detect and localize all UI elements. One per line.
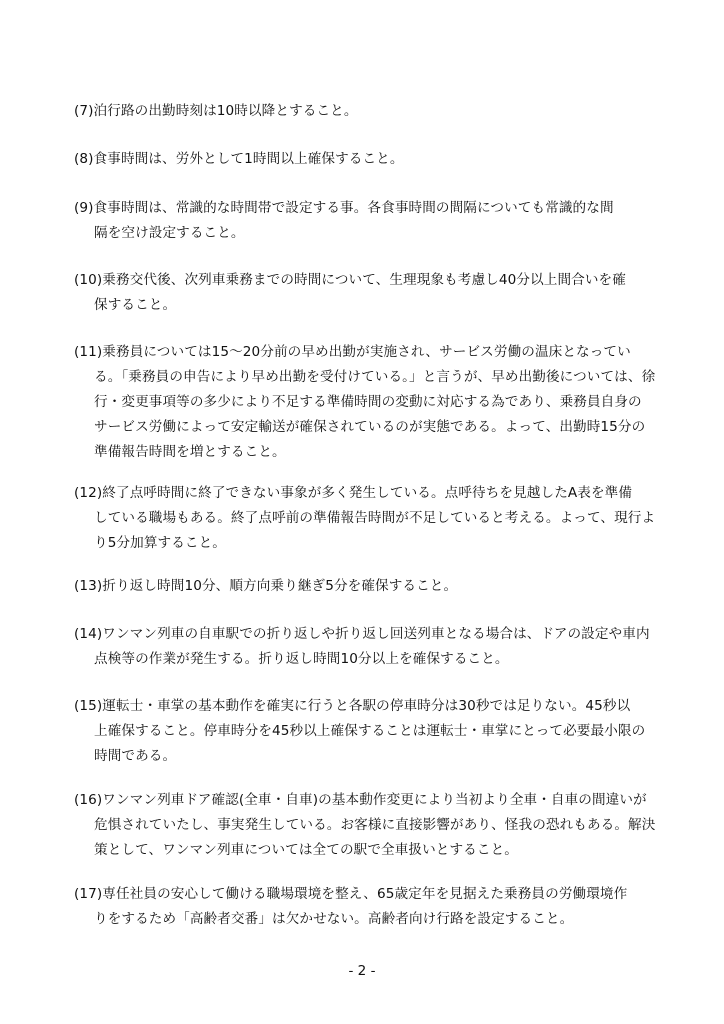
item-line: 危惧されていたし、事実発生している。お客様に直接影響があり、怪我の恐れもある。解決: [94, 817, 656, 833]
item-line: 保すること。: [94, 297, 177, 313]
item-line: (15)運転士・車掌の基本動作を確実に行うと各駅の停車時分は30秒では足りない。45秒以: [74, 698, 631, 714]
item-line: (14)ワンマン列車の自車駅での折り返しや折り返し回送列車となる場合は、ドアの設定や車内: [74, 626, 650, 642]
item-line: 時間である。: [94, 748, 177, 764]
item-line: 準備報告時間を増とすること。: [94, 444, 286, 460]
list-item-12: [74, 481, 664, 556]
list-item-15: [74, 694, 664, 769]
item-line: サービス労働によって安定輸送が確保されているのが実態である。よって、出勤時15分の: [94, 419, 646, 435]
item-line: (17)専任社員の安心して働ける職場環境を整え、65歳定年を見据えた乗務員の労働環境作: [74, 886, 628, 902]
item-line: している職場もある。終了点呼前の準備報告時間が不足していると考える。よって、現行よ: [94, 510, 656, 526]
list-item-17: [74, 882, 664, 932]
item-line: る。「乗務員の申告により早め出勤を受付けている。」と言うが、早め出勤後については、徐: [94, 369, 656, 385]
list-item-8: [74, 147, 664, 172]
item-line: 点検等の作業が発生する。折り返し時間10分以上を確保すること。: [94, 651, 509, 667]
item-line: (9)食事時間は、常識的な時間帯で設定する事。各食事時間の間隔についても常識的な間: [74, 200, 614, 216]
item-line: (16)ワンマン列車ドア確認(全車・自車)の基本動作変更により当初より全車・自車の間違いが: [74, 792, 647, 808]
list-item-7: [74, 99, 664, 124]
list-item-9: [74, 196, 664, 246]
item-line: 上確保すること。停車時分を45秒以上確保することは運転士・車掌にとって必要最小限の: [94, 723, 646, 739]
item-line: (11)乗務員については15～20分前の早め出勤が実施され、サービス労働の温床となってい: [74, 344, 631, 360]
list-item-14: [74, 622, 664, 672]
list-item-10: [74, 268, 664, 318]
item-line: り5分加算すること。: [94, 535, 226, 551]
list-item-11: [74, 340, 664, 465]
item-line: (12)終了点呼時間に終了できない事象が多く発生している。点呼待ちを見越したA表を準備: [74, 485, 633, 501]
list-item-16: [74, 788, 664, 863]
item-line: (10)乗務交代後、次列車乗務までの時間について、生理現象も考慮し40分以上間合いを確: [74, 272, 626, 288]
item-line: 策として、ワンマン列車については全ての駅で全車扱いとすること。: [94, 842, 518, 858]
item-line: (13)折り返し時間10分、順方向乗り継ぎ5分を確保すること。: [74, 578, 458, 594]
page-number: - 2 -: [348, 963, 376, 979]
item-line: (7)泊行路の出勤時刻は10時以降とすること。: [74, 103, 358, 119]
item-line: (8)食事時間は、労外として1時間以上確保すること。: [74, 151, 404, 167]
item-line: 隔を空け設定すること。: [94, 225, 245, 241]
list-item-13: [74, 574, 664, 599]
item-line: りをするため「高齢者交番」は欠かせない。高齢者向け行路を設定すること。: [94, 911, 574, 927]
item-line: 行・変更事項等の多少により不足する準備時間の変動に対応する為であり、乗務員自身の: [94, 394, 642, 410]
